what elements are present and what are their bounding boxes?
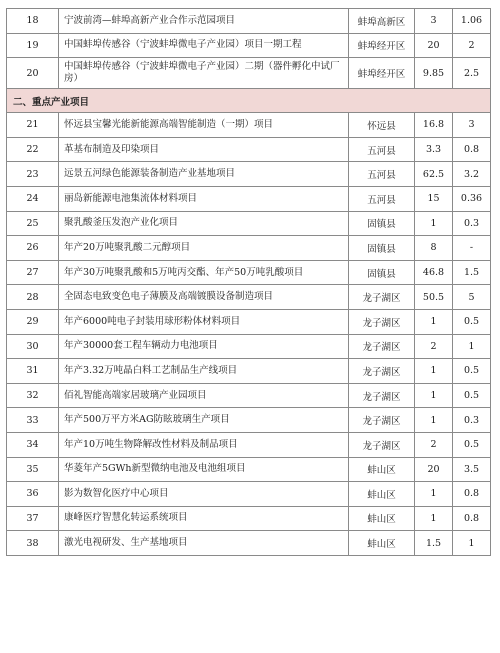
- row-number: 36: [7, 482, 59, 507]
- row-number: 19: [7, 33, 59, 58]
- row-number: 26: [7, 236, 59, 261]
- region: 五河县: [349, 137, 415, 162]
- project-name: 丽岛新能源电池集流体材料项目: [59, 186, 349, 211]
- project-name: 宁波前湾—蚌埠高新产业合作示范园项目: [59, 9, 349, 34]
- annual-investment: 2: [453, 33, 491, 58]
- region: 怀远县: [349, 113, 415, 138]
- region: 龙子湖区: [349, 334, 415, 359]
- total-investment: 1: [415, 359, 453, 384]
- table-row: [7, 457, 491, 482]
- section-heading: 二、重点产业项目: [7, 89, 491, 113]
- table-row: [7, 162, 491, 187]
- table-row: [7, 285, 491, 310]
- region: 固镇县: [349, 260, 415, 285]
- total-investment: 62.5: [415, 162, 453, 187]
- table-row: [7, 186, 491, 211]
- annual-investment: 3: [453, 113, 491, 138]
- row-number: 23: [7, 162, 59, 187]
- project-name: 全固态电致变色电子薄膜及高端镀膜设备制造项目: [59, 285, 349, 310]
- total-investment: 20: [415, 33, 453, 58]
- total-investment: 2: [415, 432, 453, 457]
- row-number: 30: [7, 334, 59, 359]
- project-name: 聚乳酸釜压发泡产业化项目: [59, 211, 349, 236]
- total-investment: 1: [415, 506, 453, 531]
- table-row: [7, 137, 491, 162]
- project-name: 华菱年产5GWh新型微纳电池及电池组项目: [59, 457, 349, 482]
- annual-investment: 0.3: [453, 211, 491, 236]
- table-row: [7, 482, 491, 507]
- total-investment: 20: [415, 457, 453, 482]
- row-number: 29: [7, 309, 59, 334]
- annual-investment: 5: [453, 285, 491, 310]
- row-number: 28: [7, 285, 59, 310]
- total-investment: 15: [415, 186, 453, 211]
- row-number: 27: [7, 260, 59, 285]
- row-number: 35: [7, 457, 59, 482]
- region: 蚌山区: [349, 457, 415, 482]
- annual-investment: 1: [453, 334, 491, 359]
- annual-investment: 1.5: [453, 260, 491, 285]
- region: 固镇县: [349, 236, 415, 261]
- table-row: [7, 334, 491, 359]
- table-row: [7, 506, 491, 531]
- region: 蚌山区: [349, 531, 415, 556]
- table-row: [7, 359, 491, 384]
- table-row: [7, 113, 491, 138]
- region: 五河县: [349, 162, 415, 187]
- annual-investment: 1.06: [453, 9, 491, 34]
- project-name: 革基布制造及印染项目: [59, 137, 349, 162]
- row-number: 20: [7, 58, 59, 89]
- table-section: [7, 89, 491, 113]
- annual-investment: 0.36: [453, 186, 491, 211]
- table-row: [7, 260, 491, 285]
- total-investment: 1: [415, 482, 453, 507]
- table-body-top: [7, 9, 491, 89]
- project-name: 中国蚌埠传感谷（宁波蚌埠微电子产业园）项目一期工程: [59, 33, 349, 58]
- region: 固镇县: [349, 211, 415, 236]
- table-row: [7, 309, 491, 334]
- row-number: 34: [7, 432, 59, 457]
- project-name: 怀远县宝馨光能新能源高端智能制造（一期）项目: [59, 113, 349, 138]
- table-row: [7, 9, 491, 34]
- project-name: 年产30万吨聚乳酸和5万吨丙交酯、年产50万吨乳酸项目: [59, 260, 349, 285]
- annual-investment: 0.5: [453, 359, 491, 384]
- total-investment: 50.5: [415, 285, 453, 310]
- annual-investment: 3.2: [453, 162, 491, 187]
- annual-investment: 0.8: [453, 506, 491, 531]
- table-row: [7, 58, 491, 89]
- region: 龙子湖区: [349, 383, 415, 408]
- project-name: 年产30000套工程车辆动力电池项目: [59, 334, 349, 359]
- total-investment: 9.85: [415, 58, 453, 89]
- row-number: 18: [7, 9, 59, 34]
- region: 五河县: [349, 186, 415, 211]
- region: 龙子湖区: [349, 408, 415, 433]
- table-row: [7, 236, 491, 261]
- table-row: [7, 383, 491, 408]
- annual-investment: 3.5: [453, 457, 491, 482]
- table-row: [7, 531, 491, 556]
- table-row: [7, 408, 491, 433]
- region: 蚌埠高新区: [349, 9, 415, 34]
- row-number: 31: [7, 359, 59, 384]
- project-name: 年产20万吨聚乳酸二元醇项目: [59, 236, 349, 261]
- section-row: [7, 89, 491, 113]
- region: 蚌埠经开区: [349, 33, 415, 58]
- total-investment: 1: [415, 383, 453, 408]
- total-investment: 1: [415, 211, 453, 236]
- row-number: 25: [7, 211, 59, 236]
- annual-investment: 0.5: [453, 432, 491, 457]
- table-body-bottom: [7, 113, 491, 556]
- annual-investment: 0.5: [453, 383, 491, 408]
- region: 龙子湖区: [349, 285, 415, 310]
- project-name: 康峰医疗智慧化转运系统项目: [59, 506, 349, 531]
- row-number: 24: [7, 186, 59, 211]
- region: 蚌山区: [349, 482, 415, 507]
- row-number: 33: [7, 408, 59, 433]
- project-name: 激光电视研发、生产基地项目: [59, 531, 349, 556]
- row-number: 37: [7, 506, 59, 531]
- region: 龙子湖区: [349, 359, 415, 384]
- project-name: 中国蚌埠传感谷（宁波蚌埠微电子产业园）二期（器件孵化中试厂房）: [59, 58, 349, 89]
- row-number: 22: [7, 137, 59, 162]
- table-row: [7, 33, 491, 58]
- total-investment: 3.3: [415, 137, 453, 162]
- total-investment: 46.8: [415, 260, 453, 285]
- row-number: 21: [7, 113, 59, 138]
- region: 蚌埠经开区: [349, 58, 415, 89]
- total-investment: 1: [415, 309, 453, 334]
- region: 龙子湖区: [349, 432, 415, 457]
- total-investment: 8: [415, 236, 453, 261]
- annual-investment: -: [453, 236, 491, 261]
- project-name: 远景五河绿色能源装备制造产业基地项目: [59, 162, 349, 187]
- total-investment: 1: [415, 408, 453, 433]
- row-number: 38: [7, 531, 59, 556]
- project-name: 年产500万平方米AG防眩玻璃生产项目: [59, 408, 349, 433]
- project-name: 佰礼智能高端家居玻璃产业园项目: [59, 383, 349, 408]
- total-investment: 1.5: [415, 531, 453, 556]
- project-name: 年产6000吨电子封装用球形粉体材料项目: [59, 309, 349, 334]
- annual-investment: 0.5: [453, 309, 491, 334]
- region: 龙子湖区: [349, 309, 415, 334]
- annual-investment: 1: [453, 531, 491, 556]
- annual-investment: 0.8: [453, 137, 491, 162]
- row-number: 32: [7, 383, 59, 408]
- project-name: 年产10万吨生物降解改性材料及制品项目: [59, 432, 349, 457]
- table-row: [7, 432, 491, 457]
- total-investment: 3: [415, 9, 453, 34]
- total-investment: 2: [415, 334, 453, 359]
- annual-investment: 0.8: [453, 482, 491, 507]
- annual-investment: 0.3: [453, 408, 491, 433]
- annual-investment: 2.5: [453, 58, 491, 89]
- project-table: [6, 8, 491, 556]
- region: 蚌山区: [349, 506, 415, 531]
- table-row: [7, 211, 491, 236]
- total-investment: 16.8: [415, 113, 453, 138]
- project-name: 年产3.32万吨晶白料工艺制品生产线项目: [59, 359, 349, 384]
- project-name: 影为数智化医疗中心项目: [59, 482, 349, 507]
